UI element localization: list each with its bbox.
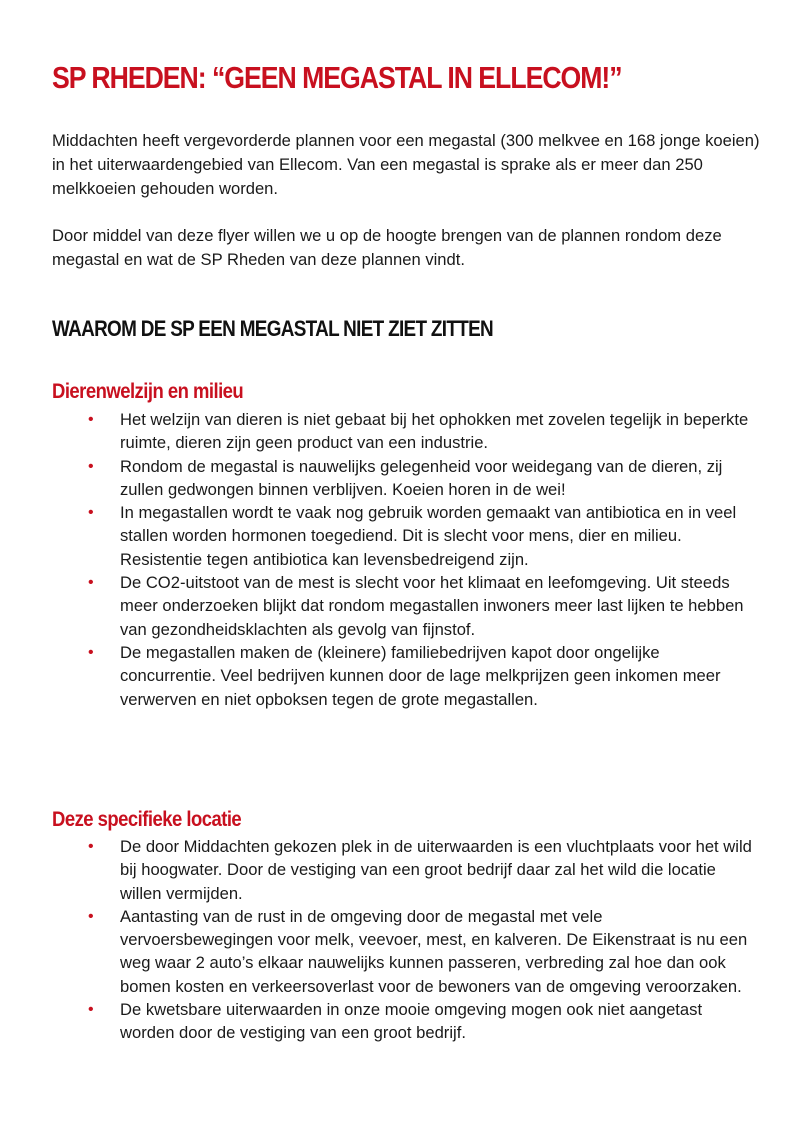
list-item-text: De CO2-uitstoot van de mest is slecht voor het klimaat en leefomgeving. Uit steeds meer onderzoeken blijkt dat rondom megastallen inwoners meer last lijken te hebben van gezondheidsklachten als gevolg van fijnstof.	[120, 573, 744, 639]
intro-paragraph-2: Door middel van deze flyer willen we u op de hoogte brengen van de plannen rondom deze megastal en wat de SP Rheden van deze plannen vindt.	[52, 226, 722, 269]
bullet-list-animal-welfare	[88, 408, 760, 711]
list-item-text: Het welzijn van dieren is niet gebaat bij het ophokken met zovelen tegelijk in beperkte ruimte, dieren zijn geen product van een industrie.	[120, 410, 749, 453]
bullet-icon: •	[88, 1001, 94, 1019]
list-item	[88, 408, 760, 455]
list-item-text: De megastallen maken de (kleinere) familiebedrijven kapot door ongelijke concurrentie. Veel bedrijven kunnen door de lage melkprijzen geen inkomen meer verwerven en niet opboksen tegen de grote megastallen.	[120, 642, 721, 709]
list-item-text: Rondom de megastal is nauwelijks gelegenheid voor weidegang van de dieren, zij zullen gedwongen binnen verblijven. Koeien horen in de wei!	[120, 456, 723, 499]
bullet-icon: •	[88, 643, 94, 661]
list-item	[88, 455, 760, 502]
bullet-icon: •	[88, 504, 94, 522]
bullet-icon: •	[88, 411, 94, 428]
intro-paragraph-1: Middachten heeft vergevorderde plannen voor een megastal (300 melkvee en 168 jonge koeien) in het uiterwaardengebied van Ellecom. Van een megastal is sprake als er meer dan 250 melkkoeien gehouden worden.	[52, 131, 760, 198]
list-item-text: De kwetsbare uiterwaarden in onze mooie omgeving mogen ook niet aangetast worden door de vestiging van een groot bedrijf.	[120, 1000, 703, 1043]
section-heading: WAAROM DE SP EEN MEGASTAL NIET ZIET ZITTEN	[52, 316, 493, 341]
subheading-location: Deze specifieke locatie	[52, 808, 242, 831]
list-item-text: In megastallen wordt te vaak nog gebruik worden gemaakt van antibiotica en in veel stallen worden hormonen toegediend. Dit is slecht voor mens, dier en milieu. Resistentie tegen antibiotica kan levensbedreigend zijn.	[120, 503, 737, 569]
page-title: SP RHEDEN: “GEEN MEGASTAL IN ELLECOM!”	[52, 60, 622, 95]
list-item	[88, 835, 760, 905]
list-item	[88, 571, 760, 641]
bullet-icon: •	[88, 907, 94, 925]
list-item-text: Aantasting van de rust in de omgeving door de megastal met vele vervoersbewegingen voor melk, veevoer, mest, en kalveren. De Eikenstraat is nu een weg waar 2 auto’s elkaar nauwelijks kunnen passeren, verbreding zal hoe dan ook bomen kosten en verkeersoverlast voor de bewoners van de omgeving veroorzaken.	[120, 906, 748, 996]
list-item	[88, 905, 760, 998]
list-item	[88, 998, 760, 1045]
bullet-list-location	[88, 835, 760, 1045]
list-item-text: De door Middachten gekozen plek in de uiterwaarden is een vluchtplaats voor het wild bij hoogwater. Door de vestiging van een groot bedrijf daar zal het wild die locatie willen vermijden.	[120, 837, 752, 903]
list-item	[88, 501, 760, 571]
bullet-icon: •	[88, 838, 94, 855]
bullet-icon: •	[88, 574, 94, 592]
subheading-animal-welfare: Dierenwelzijn en milieu	[52, 380, 244, 403]
bullet-icon: •	[88, 457, 94, 475]
list-item	[88, 641, 760, 711]
